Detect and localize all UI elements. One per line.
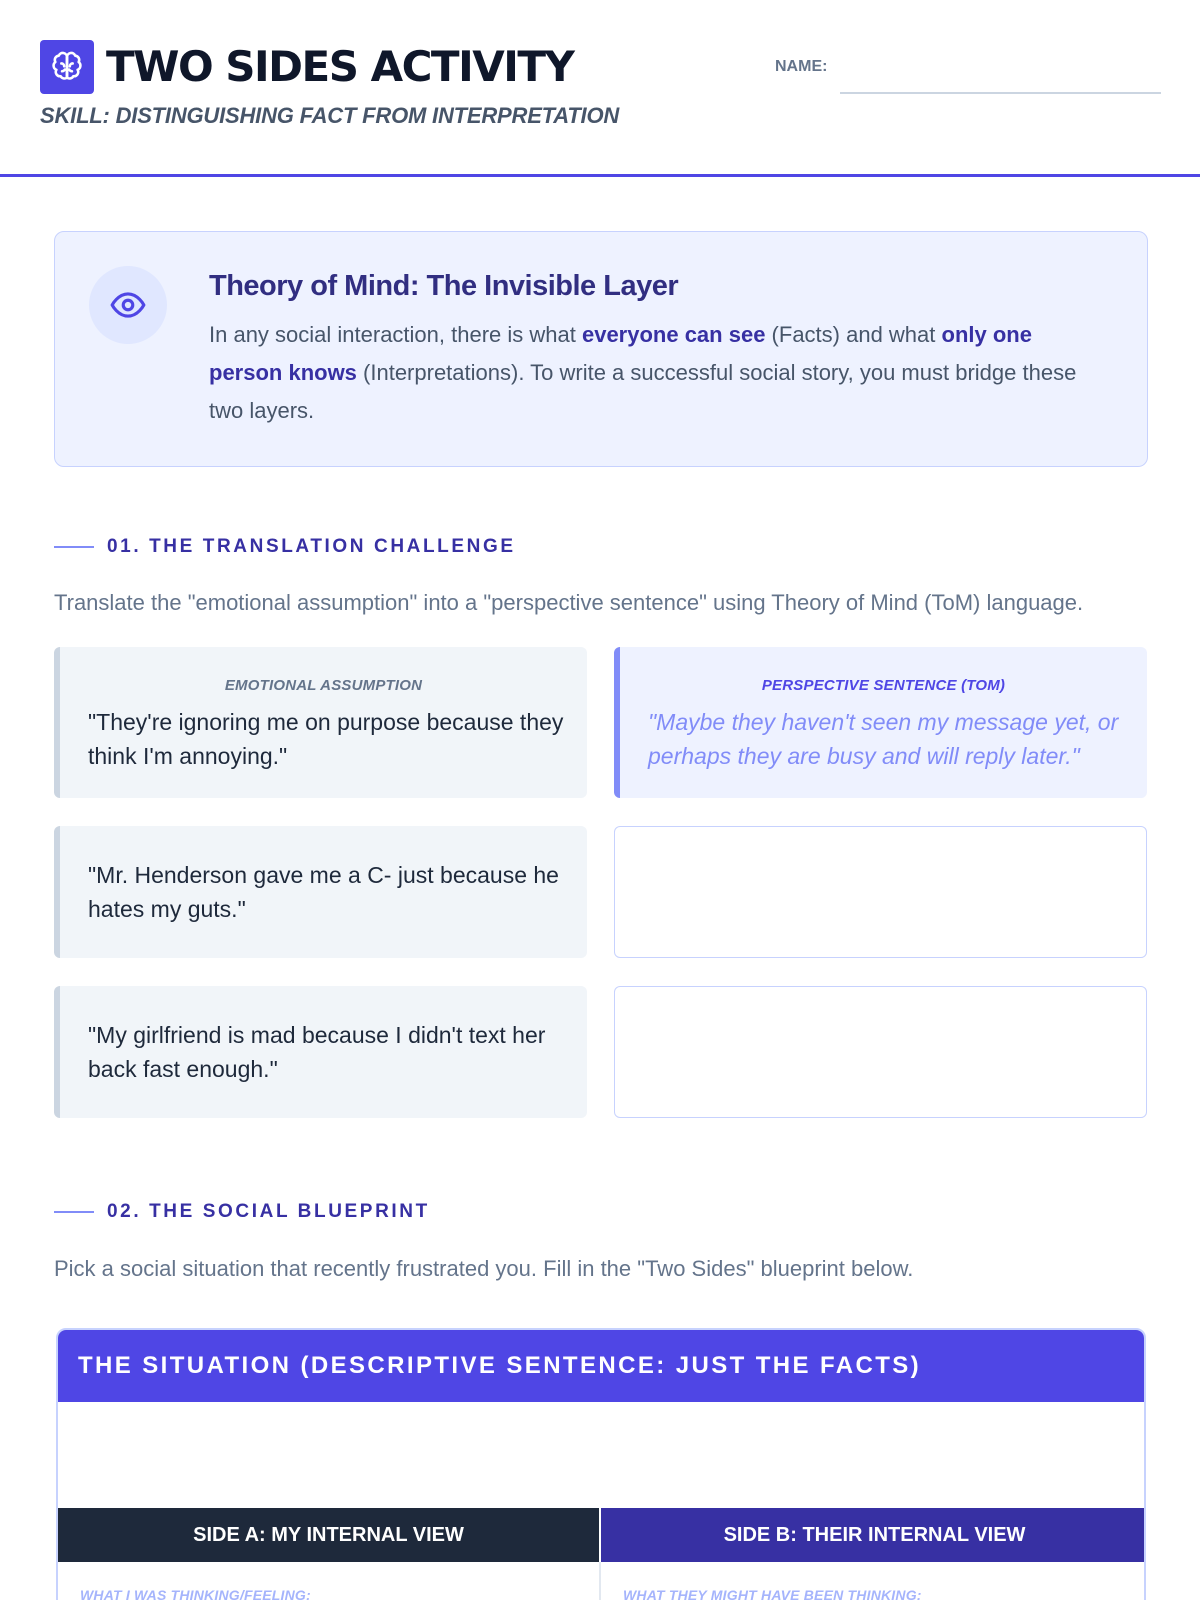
page-title: TWO SIDES ACTIVITY xyxy=(106,42,574,91)
section-rule xyxy=(54,546,94,548)
assumption-card xyxy=(54,986,587,1118)
side-a-header: SIDE A: MY INTERNAL VIEW xyxy=(58,1508,599,1562)
situation-answer-area[interactable] xyxy=(58,1402,1144,1508)
social-blueprint xyxy=(56,1328,1146,1600)
section-rule xyxy=(54,1211,94,1213)
name-label: NAME: xyxy=(775,58,828,75)
perspective-label: PERSPECTIVE SENTENCE (TOM) xyxy=(761,677,1006,694)
page-header xyxy=(0,0,1200,177)
intro-highlight-facts: everyone can see xyxy=(581,322,766,347)
side-b-header: SIDE B: THEIR INTERNAL VIEW xyxy=(601,1508,1146,1562)
intro-highlight-interpretations: only one person knows xyxy=(209,322,1032,385)
perspective-example-card xyxy=(614,647,1147,798)
situation-header: THE SITUATION (DESCRIPTIVE SENTENCE: JUST THE FACTS) xyxy=(58,1330,1144,1402)
intro-callout xyxy=(54,231,1148,467)
perspective-answer-box[interactable] xyxy=(614,826,1147,958)
perspective-example-text: "Maybe they haven't seen my message yet, or perhaps they are busy and will reply later." xyxy=(648,709,1119,769)
side-b-prompt: WHAT THEY MIGHT HAVE BEEN THINKING: xyxy=(623,1587,922,1600)
side-divider xyxy=(599,1562,601,1600)
assumption-card xyxy=(54,647,587,798)
assumption-label: EMOTIONAL ASSUMPTION xyxy=(224,677,423,694)
eye-icon xyxy=(89,266,167,344)
assumption-text: "My girlfriend is mad because I didn't text her back fast enough." xyxy=(88,1022,546,1082)
assumption-card xyxy=(54,826,587,958)
assumption-text: "They're ignoring me on purpose because they think I'm annoying." xyxy=(88,709,564,769)
section-heading-translation xyxy=(54,536,516,558)
section-title: 02. THE SOCIAL BLUEPRINT xyxy=(107,1201,430,1222)
perspective-answer-box[interactable] xyxy=(614,986,1147,1118)
assumption-text: "Mr. Henderson gave me a C- just because he hates my guts." xyxy=(88,862,559,922)
name-field[interactable] xyxy=(840,58,1161,94)
section-description: Pick a social situation that recently frustrated you. Fill in the "Two Sides" blueprint below. xyxy=(54,1256,914,1281)
brain-icon xyxy=(40,40,94,94)
intro-title: Theory of Mind: The Invisible Layer xyxy=(209,270,679,302)
side-a-prompt: WHAT I WAS THINKING/FEELING: xyxy=(80,1587,311,1600)
section-title: 01. THE TRANSLATION CHALLENGE xyxy=(107,536,516,557)
section-description: Translate the "emotional assumption" into a "perspective sentence" using Theory of Mind (ToM) language. xyxy=(54,590,1084,615)
section-heading-blueprint xyxy=(54,1201,430,1223)
skill-subtitle: SKILL: DISTINGUISHING FACT FROM INTERPRETATION xyxy=(40,103,620,128)
intro-text: In any social interaction, there is what everyone can see (Facts) and what only one person knows (Interpretations). To write a successful social story, you must bridge these two layers. xyxy=(209,322,1077,423)
